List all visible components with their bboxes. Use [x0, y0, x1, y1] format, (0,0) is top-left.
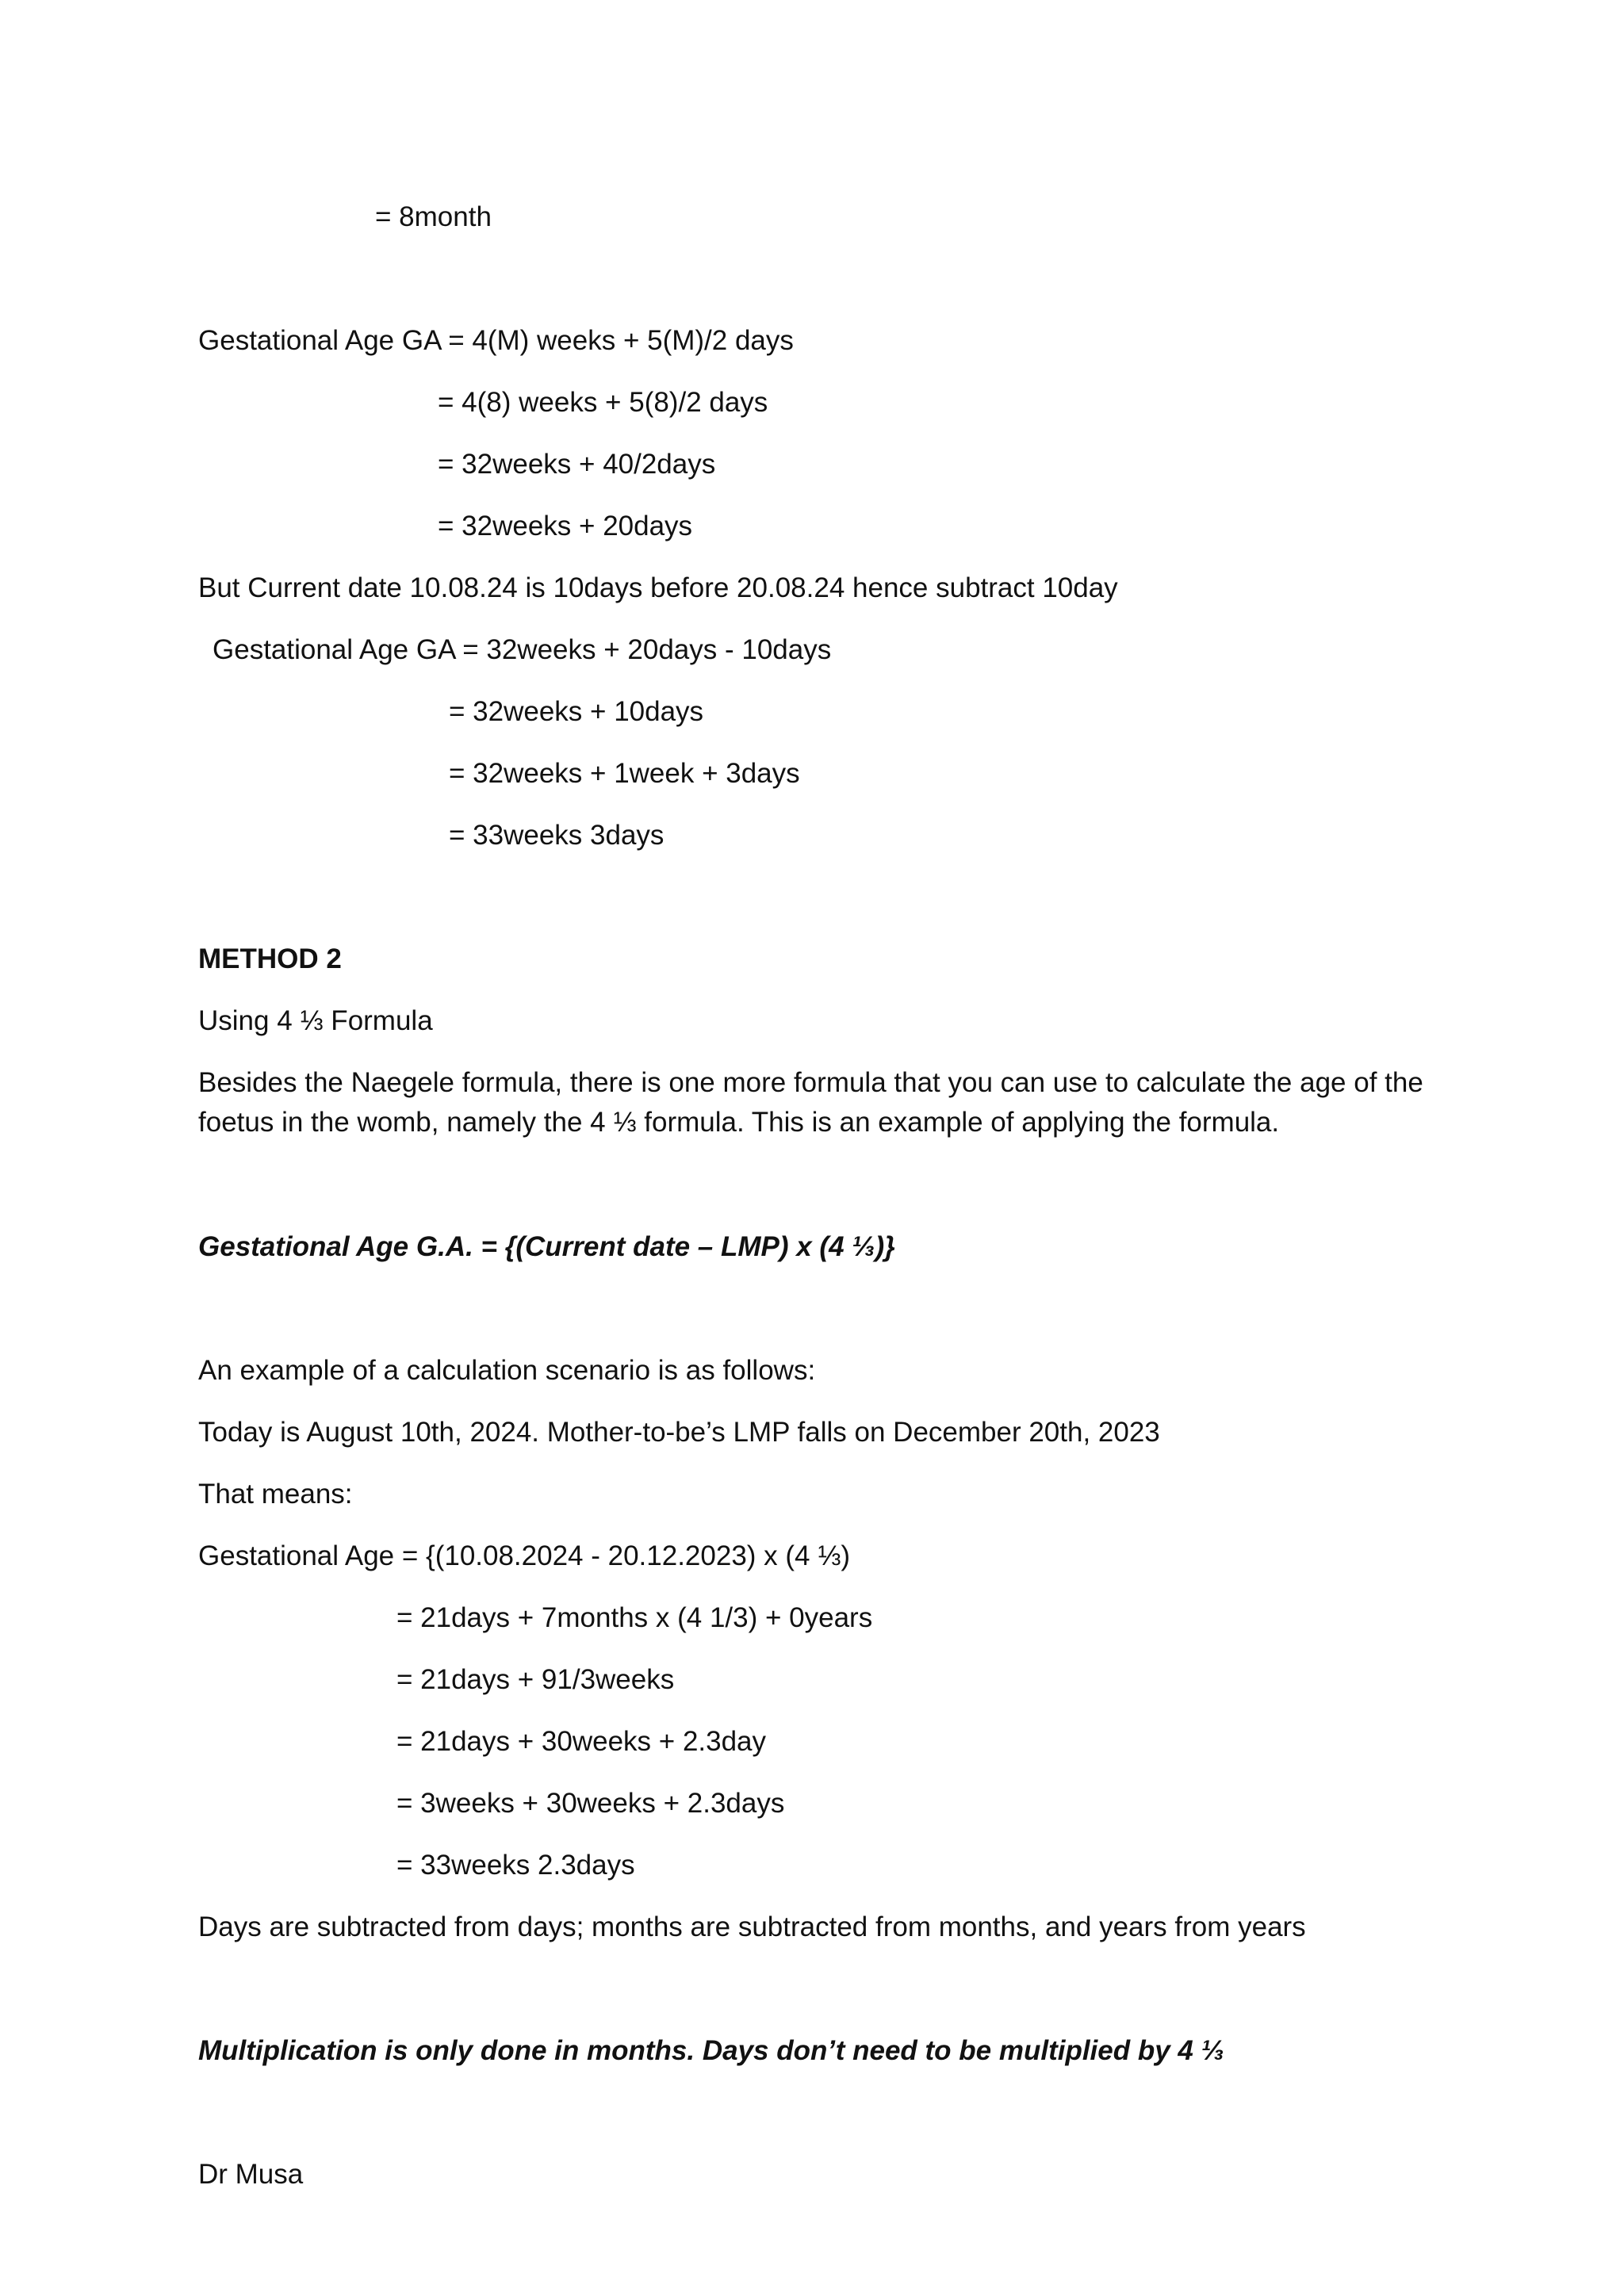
paragraph: An example of a calculation scenario is as follows: — [198, 1355, 816, 1386]
calc-line: = 21days + 7months x (4 1/3) + 0years — [396, 1602, 873, 1633]
calc-line: = 4(8) weeks + 5(8)/2 days — [438, 387, 768, 418]
calc-line: = 33weeks 2.3days — [396, 1850, 635, 1881]
calc-line: = 21days + 91/3weeks — [396, 1664, 675, 1695]
paragraph: But Current date 10.08.24 is 10days before 20.08.24 hence subtract 10day — [198, 572, 1118, 603]
paragraph: Days are subtracted from days; months are subtracted from months, and years from years — [198, 1911, 1306, 1942]
paragraph: Besides the Naegele formula, there is one more formula that you can use to calculate the age of the foetus in the womb, namely the 4 ⅓ formula. This is an example of applying the formula. — [198, 1067, 1423, 1138]
paragraph: Today is August 10th, 2024. Mother-to-be’s LMP falls on December 20th, 2023 — [198, 1417, 1160, 1448]
calc-line: = 33weeks 3days — [449, 820, 665, 851]
formula-heading: Gestational Age G.A. = {(Current date – LMP) x (4 ⅓)} — [198, 1231, 895, 1262]
calc-line: = 32weeks + 10days — [449, 696, 704, 727]
author-signature: Dr Musa — [198, 2159, 304, 2190]
formula-line: Gestational Age GA = 4(M) weeks + 5(M)/2 days — [198, 325, 794, 356]
calc-line: = 21days + 30weeks + 2.3day — [396, 1726, 767, 1757]
calc-line: = 3weeks + 30weeks + 2.3days — [396, 1788, 785, 1819]
paragraph: That means: — [198, 1479, 353, 1510]
calc-line: = 32weeks + 20days — [438, 511, 693, 541]
calc-line: = 8month — [375, 201, 492, 232]
subheading: Using 4 ⅓ Formula — [198, 1005, 433, 1036]
formula-line: Gestational Age = {(10.08.2024 - 20.12.2023) x (4 ⅓) — [198, 1540, 851, 1571]
section-heading: METHOD 2 — [198, 943, 342, 974]
note: Multiplication is only done in months. Days don’t need to be multiplied by 4 ⅓ — [198, 2035, 1224, 2066]
formula-line: Gestational Age GA = 32weeks + 20days - 10days — [213, 634, 832, 665]
calc-line: = 32weeks + 40/2days — [438, 449, 716, 480]
calc-line: = 32weeks + 1week + 3days — [449, 758, 800, 789]
